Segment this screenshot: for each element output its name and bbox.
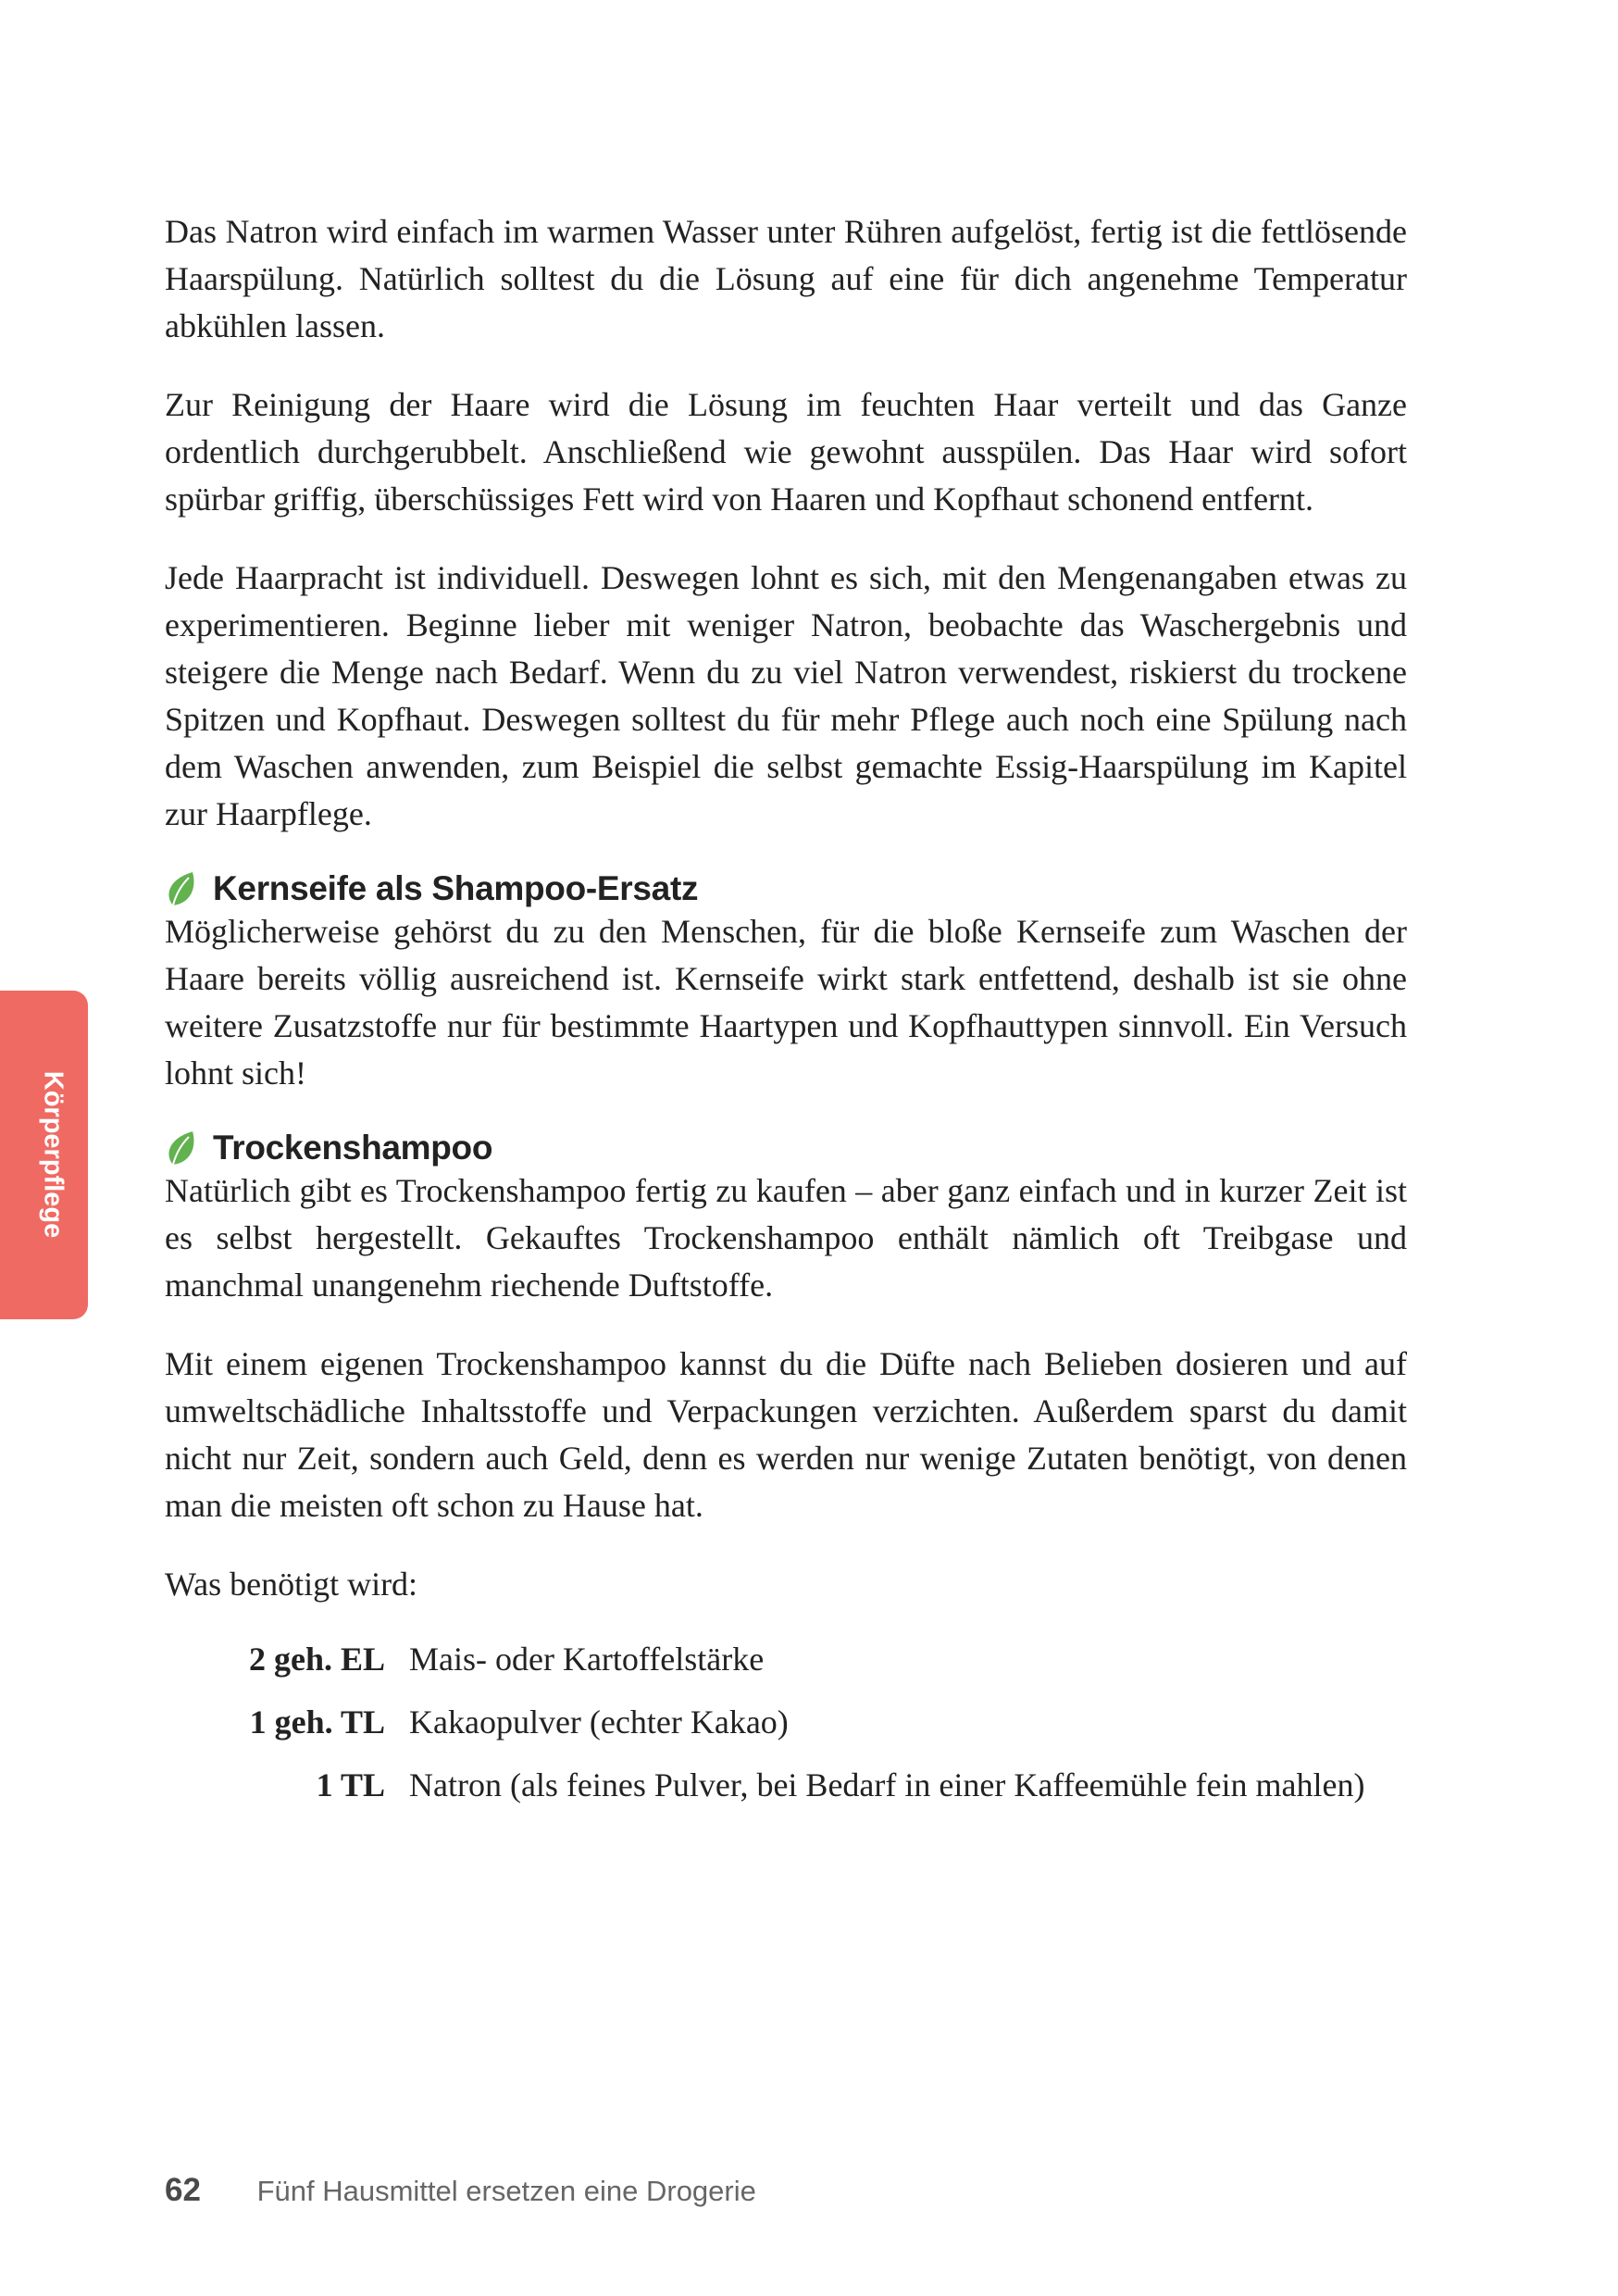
section-heading-text: Kernseife als Shampoo-Ersatz: [213, 869, 699, 907]
paragraph: Jede Haarpracht ist individuell. Deswegen lohnt es sich, mit den Mengenangaben etwas zu experimentieren. Beginne lieber mit weniger Natron, beobachte das Waschergebnis und steigere die Menge nach Bedarf. Wenn du zu viel Natron verwendest, riskierst du trockene Spitzen und Kopfhaut. Deswegen solltest du für mehr Pflege auch noch eine Spülung nach dem Waschen anwenden, zum Beispiel die selbst gemachte Essig-Haarspülung im Kapitel zur Haarpflege.: [165, 559, 1407, 832]
ingredient-description: Mais- oder Kartoffelstärke: [409, 1641, 765, 1678]
ingredient-row: [165, 1762, 1407, 1809]
page-number: 62: [165, 2172, 201, 2208]
ingredient-row: [165, 1699, 1407, 1746]
ingredient-quantity: 1 geh. TL: [249, 1703, 385, 1741]
paragraph: Was benötigt wird:: [165, 1566, 418, 1603]
book-title: Fünf Hausmittel ersetzen eine Drogerie: [256, 2175, 756, 2207]
paragraph: Zur Reinigung der Haare wird die Lösung im feuchten Haar verteilt und das Ganze ordentlich durchgerubbelt. Anschließend wie gewohnt ausspülen. Das Haar wird sofort spürbar griffig, überschüssiges Fett wird von Haaren und Kopfhaut schonend entfernt.: [165, 386, 1407, 518]
section-heading-kernseife: [165, 869, 1407, 908]
ingredient-quantity: 2 geh. EL: [248, 1641, 385, 1678]
ingredient-description: Kakaopulver (echter Kakao): [409, 1703, 789, 1741]
chapter-side-tab: [0, 991, 88, 1319]
paragraph: Natürlich gibt es Trockenshampoo fertig zu kaufen – aber ganz einfach und in kurzer Zeit ist es selbst hergestellt. Gekauftes Trockenshampoo enthält nämlich oft Treibgase und manchmal unangenehm riechende Duftstoffe.: [165, 1172, 1407, 1304]
leaf-icon: [165, 1129, 196, 1167]
page-footer: [165, 2172, 756, 2209]
ingredient-description: Natron (als feines Pulver, bei Bedarf in einer Kaffeemühle fein mahlen): [409, 1766, 1365, 1803]
paragraph: Möglicherweise gehörst du zu den Menschen, für die bloße Kernseife zum Waschen der Haare bereits völlig ausreichend ist. Kernseife wirkt stark entfettend, deshalb ist sie ohne weitere Zusatzstoffe nur für bestimmte Haartypen und Kopfhauttypen sinnvoll. Ein Versuch lohnt sich!: [165, 913, 1407, 1092]
section-heading-text: Trockenshampoo: [213, 1129, 493, 1167]
section-heading-trockenshampoo: [165, 1129, 1407, 1167]
paragraph: Das Natron wird einfach im warmen Wasser unter Rühren aufgelöst, fertig ist die fettlösende Haarspülung. Natürlich solltest du die Lösung auf eine für dich angenehme Temperatur abkühlen lassen.: [165, 213, 1407, 344]
ingredient-list: [165, 1636, 1407, 1809]
chapter-side-tab-label: Körperpflege: [38, 1070, 68, 1239]
ingredient-row: [165, 1636, 1407, 1683]
page-content: [165, 208, 1407, 1825]
leaf-icon: [165, 870, 196, 907]
ingredient-quantity: 1 TL: [316, 1766, 385, 1803]
paragraph: Mit einem eigenen Trockenshampoo kannst du die Düfte nach Belieben dosieren und auf umweltschädliche Inhaltsstoffe und Verpackungen verzichten. Außerdem sparst du damit nicht nur Zeit, sondern auch Geld, denn es werden nur wenige Zutaten benötigt, von denen man die meisten oft schon zu Hause hat.: [165, 1345, 1407, 1524]
